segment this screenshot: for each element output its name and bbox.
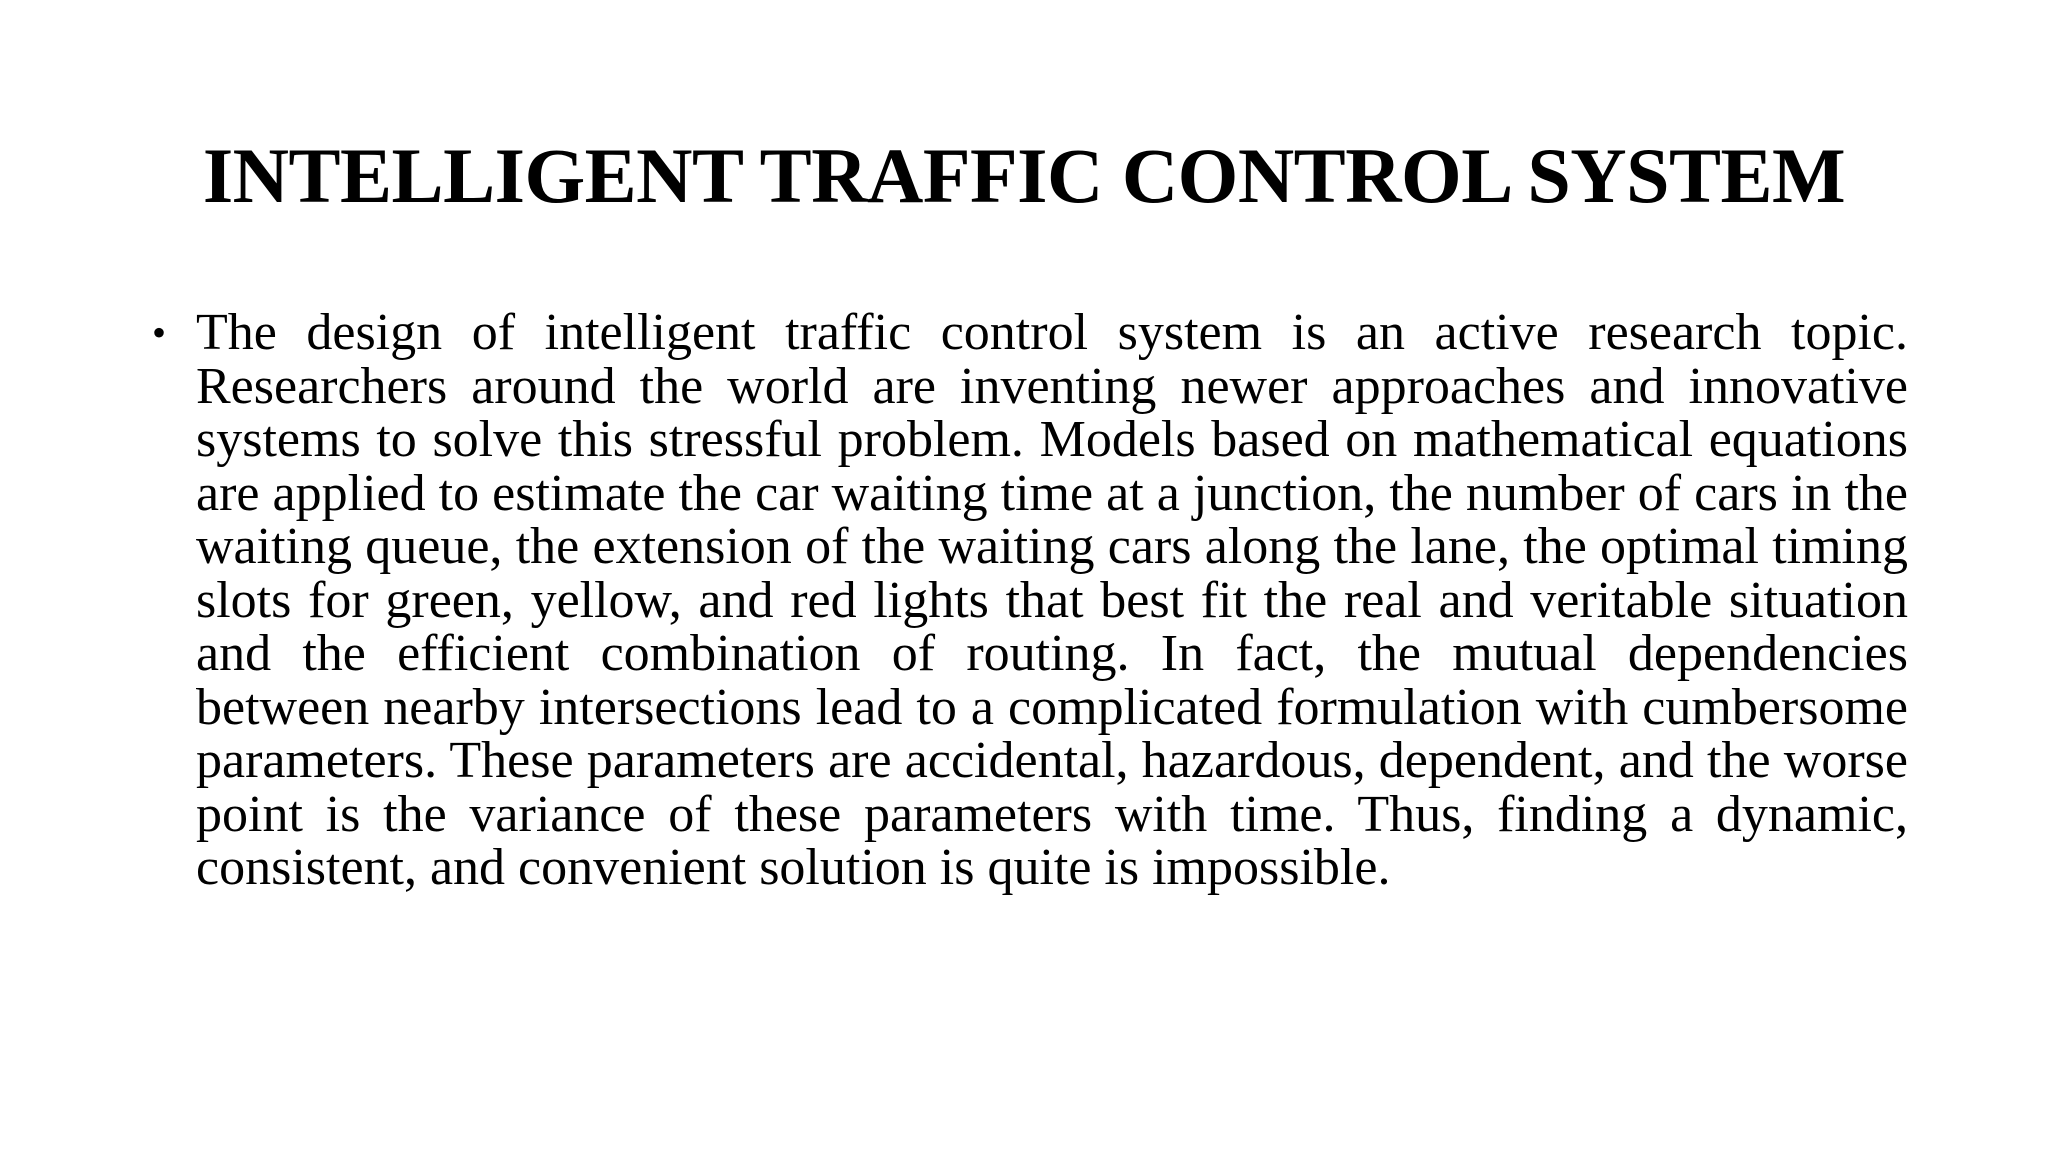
bullet-item <box>152 306 1908 895</box>
bullet-list <box>152 306 1908 895</box>
slide-title: INTELLIGENT TRAFFIC CONTROL SYSTEM <box>202 132 1846 219</box>
bullet-marker: • <box>152 310 167 355</box>
bullet-text: The design of intelligent traffic control system is an active research topic. Researchers around the world are inventing newer approaches and innovative systems to solve this stressful problem. Models based on mathematical equations are applied to estimate the car waiting time at a junction, the number of cars in the waiting queue, the extension of the waiting cars along the lane, the optimal timing slots for green, yellow, and red lights that best fit the real and veritable situation and the efficient combination of routing. In fact, the mutual dependencies between nearby intersections lead to a complicated formulation with cumbersome parameters. These parameters are accidental, hazardous, dependent, and the worse point is the variance of these parameters with time. Thus, finding a dynamic, consistent, and convenient solution is quite is impossible. <box>196 304 1908 896</box>
